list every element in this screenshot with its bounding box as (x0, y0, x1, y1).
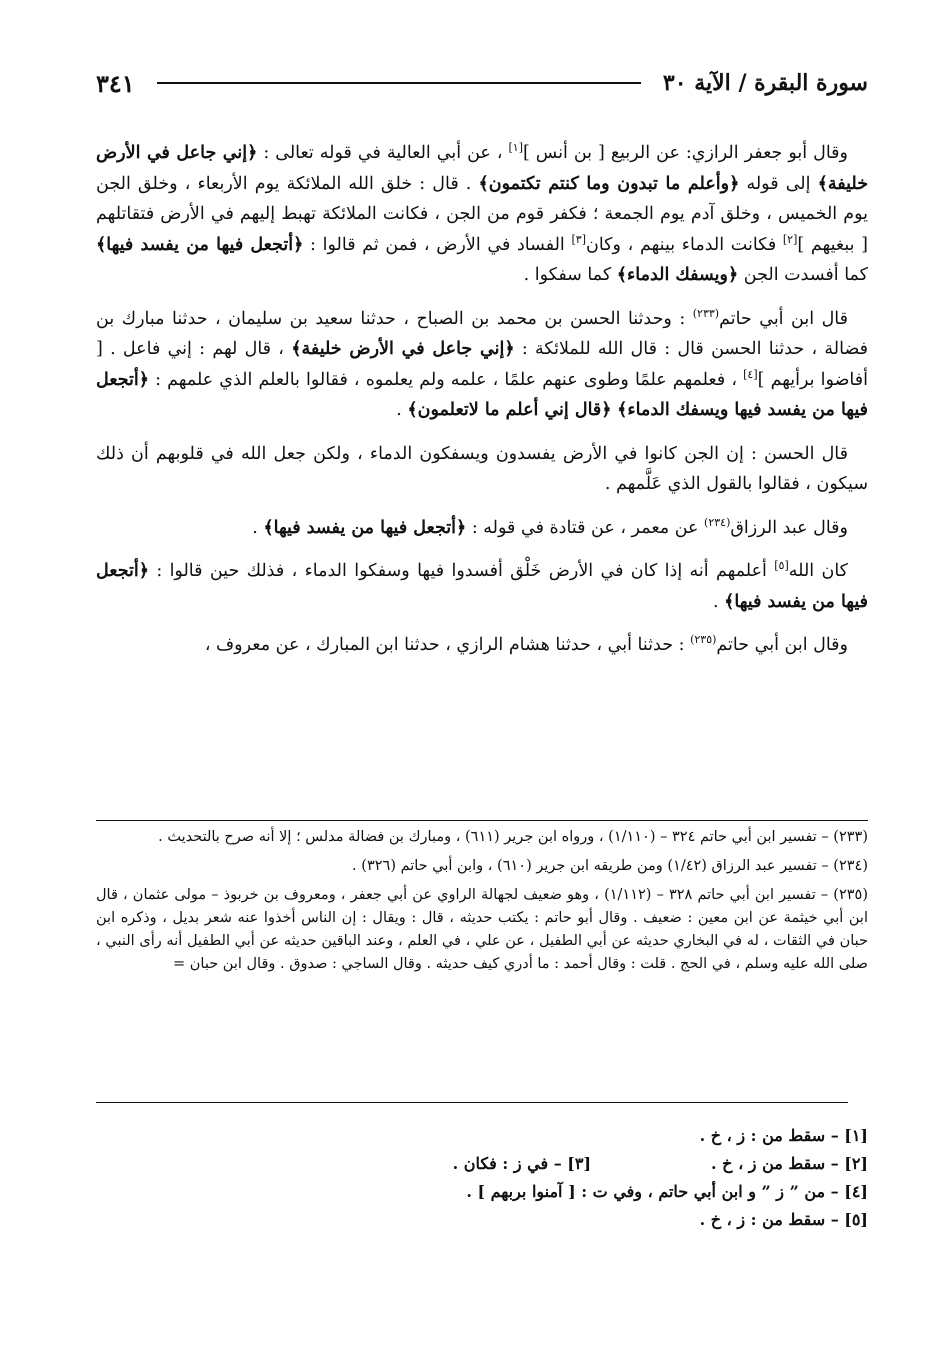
quran-quote: ﴿قال إني أعلم ما لاتعلمون﴾ (407, 400, 612, 420)
variant-note: [٢] – سقط من ز ، خ . (711, 1154, 868, 1173)
paragraph-5: كان الله[٥] أعلمهم أنه إذا كان في الأرض خَلْق أفسدوا فيها وسفكوا الدماء ، فذلك حين قالوا : ﴿أتجعل فيها من يفسد فيها﴾ . (96, 559, 868, 612)
paragraph-6: وقال ابن أبي حاتم$^{(٢٣٥)}$ : حدثنا أبي ، حدثنا هشام الرازي ، حدثنا ابن المبارك ، عن معروف ، (204, 633, 848, 655)
variant-note-row (96, 1150, 868, 1178)
header-rule (157, 82, 641, 84)
main-text (96, 138, 868, 674)
variant-marker: [١] (508, 141, 523, 155)
quran-quote: ﴿أتجعل فيها من يفسد فيها﴾ (96, 561, 868, 612)
quran-quote: ﴿أتجعل فيها من يفسد فيها﴾ (96, 234, 304, 255)
variants-divider (96, 1102, 848, 1103)
variant-marker: [٤] (743, 367, 758, 381)
variant-note: [٣] – في ز : فكان . (452, 1154, 592, 1173)
page-number: ٣٤١ (96, 68, 135, 98)
paragraph-3: قال الحسن : إن الجن كانوا في الأرض يفسدون ويسفكون الدماء ، ولكن جعل الله في قلوبهم أن ذلك سيكون ، فقالوا بالقول الذي عَلَّمهم . (96, 443, 868, 494)
quran-quote: ﴿أتجعل فيها من يفسد فيها﴾ (263, 517, 467, 538)
manuscript-variants (96, 1122, 868, 1234)
paragraph-1: وقال أبو جعفر الرازي: عن الربيع [ بن أنس ][١] ، عن أبي العالية في قوله تعالى : ﴿إني جاعل في الأرض خليفة﴾ إلى قوله ﴿وأعلم ما تبدون وما كنتم تكتمون﴾ . قال : خلق الله الملائكة يوم الأربعاء ، وخلق الجن يوم الخميس ، وخلق آدم يوم الجمعة ؛ فكفر قوم من الجن ، فكانت الملائكة تهبط إليهم في الأرض فتقاتلهم [ ببغيهم ][٢] فكانت الدماء بينهم ، وكان[٣] الفساد في الأرض ، فمن ثم قالوا : ﴿أتجعل فيها من يفسد فيها﴾ كما أفسدت الجن ﴿ويسفك الدماء﴾ كما سفكوا . (96, 141, 869, 285)
running-title: سورة البقرة / الآية ٣٠ (662, 70, 868, 96)
footnotes (96, 826, 868, 982)
footnote-233: (٢٣٣) – تفسير ابن أبي حاتم ٣٢٤ – (١/١١٠) ، ورواه ابن جرير (٦١١) ، ومبارك بن فضالة مدلس ؛ إلا أنه صرح بالتحديث . (158, 829, 868, 845)
variant-marker: [٢] (782, 232, 798, 246)
paragraph-2: قال ابن أبي حاتم$^{(٢٣٣)}$ : وحدثنا الحسن بن محمد بن الصباح ، حدثنا سعيد بن سليمان ، حدثنا مبارك بن فضالة ، حدثنا الحسن قال : قال الله للملائكة : ﴿إني جاعل في الأرض خليفة﴾ ، قال لهم : إني فاعل . [ أفاضوا برأيهم ][٤] ، فعلمهم علمًا وطوى عنهم علمًا ، علمه ولم يعلموه ، فقالوا بالعلم الذي علمهم : ﴿أتجعل فيها من يفسد فيها ويسفك الدماء﴾ ﴿قال إني أعلم ما لاتعلمون﴾ . (96, 306, 869, 420)
variant-marker: [٥] (774, 559, 789, 573)
quran-quote: ﴿أتجعل فيها من يفسد فيها ويسفك الدماء﴾ (96, 369, 868, 420)
quran-quote: ﴿إني جاعل في الأرض خليفة﴾ (291, 339, 515, 359)
quran-quote: ﴿إني جاعل في الأرض خليفة﴾ (96, 143, 869, 194)
footnote-235: (٢٣٥) – تفسير ابن أبي حاتم ٣٢٨ – (١/١١٢) ، وهو ضعيف لجهالة الراوي عن أبي جعفر ، ومعروف بن خربوذ – مولى عثمان ، قال ابن أبي خيثمة عن ابن معين : ضعيف . وقال أبو حاتم : يكتب حديثه ، قال : ويقال : إن الناس أخذوا عنه شعر بديل ، وذكره ابن حبان في الثقات ، له في البخاري حديثه عن أبي الطفيل ، عن علي ، في العلم ، وعند الباقين حديثه عن أبي الطفيل أنه رأى النبي ، صلى الله عليه وسلم ، في الحج . قلت : وقال أحمد : ما أدري كيف حديثه . وقال الساجي : صدوق . وقال ابن حبان = (96, 887, 868, 972)
quran-quote: ﴿وأعلم ما تبدون وما كنتم تكتمون﴾ (478, 173, 740, 194)
footnote-divider (96, 820, 868, 821)
footnote-ref: (٢٣٤) (704, 515, 731, 529)
footnote-ref: (٢٣٣) (692, 306, 720, 320)
page-header (96, 66, 868, 100)
variant-note: [٥] – سقط من : ز ، خ . (699, 1210, 868, 1229)
quran-quote: ﴿ويسفك الدماء﴾ (616, 265, 739, 285)
footnote-234: (٢٣٤) – تفسير عبد الرزاق (١/٤٢) ومن طريقه ابن جرير (٦١٠) ، وابن أبي حاتم (٣٢٦) . (352, 858, 868, 874)
footnote-ref: (٢٣٥) (690, 633, 717, 647)
paragraph-4: وقال عبد الرزاق$^{(٢٣٤)}$ عن معمر ، عن قتادة في قوله : ﴿أتجعل فيها من يفسد فيها﴾ . (252, 515, 848, 538)
variant-note: [١] – سقط من : ز ، خ . (699, 1126, 868, 1145)
variant-note: [٤] – من ” ز ” و ابن أبي حاتم ، وفي ت : [ آمنوا بربهم ] . (466, 1182, 868, 1201)
variant-marker: [٣] (571, 232, 586, 246)
column-gap (591, 1150, 711, 1178)
